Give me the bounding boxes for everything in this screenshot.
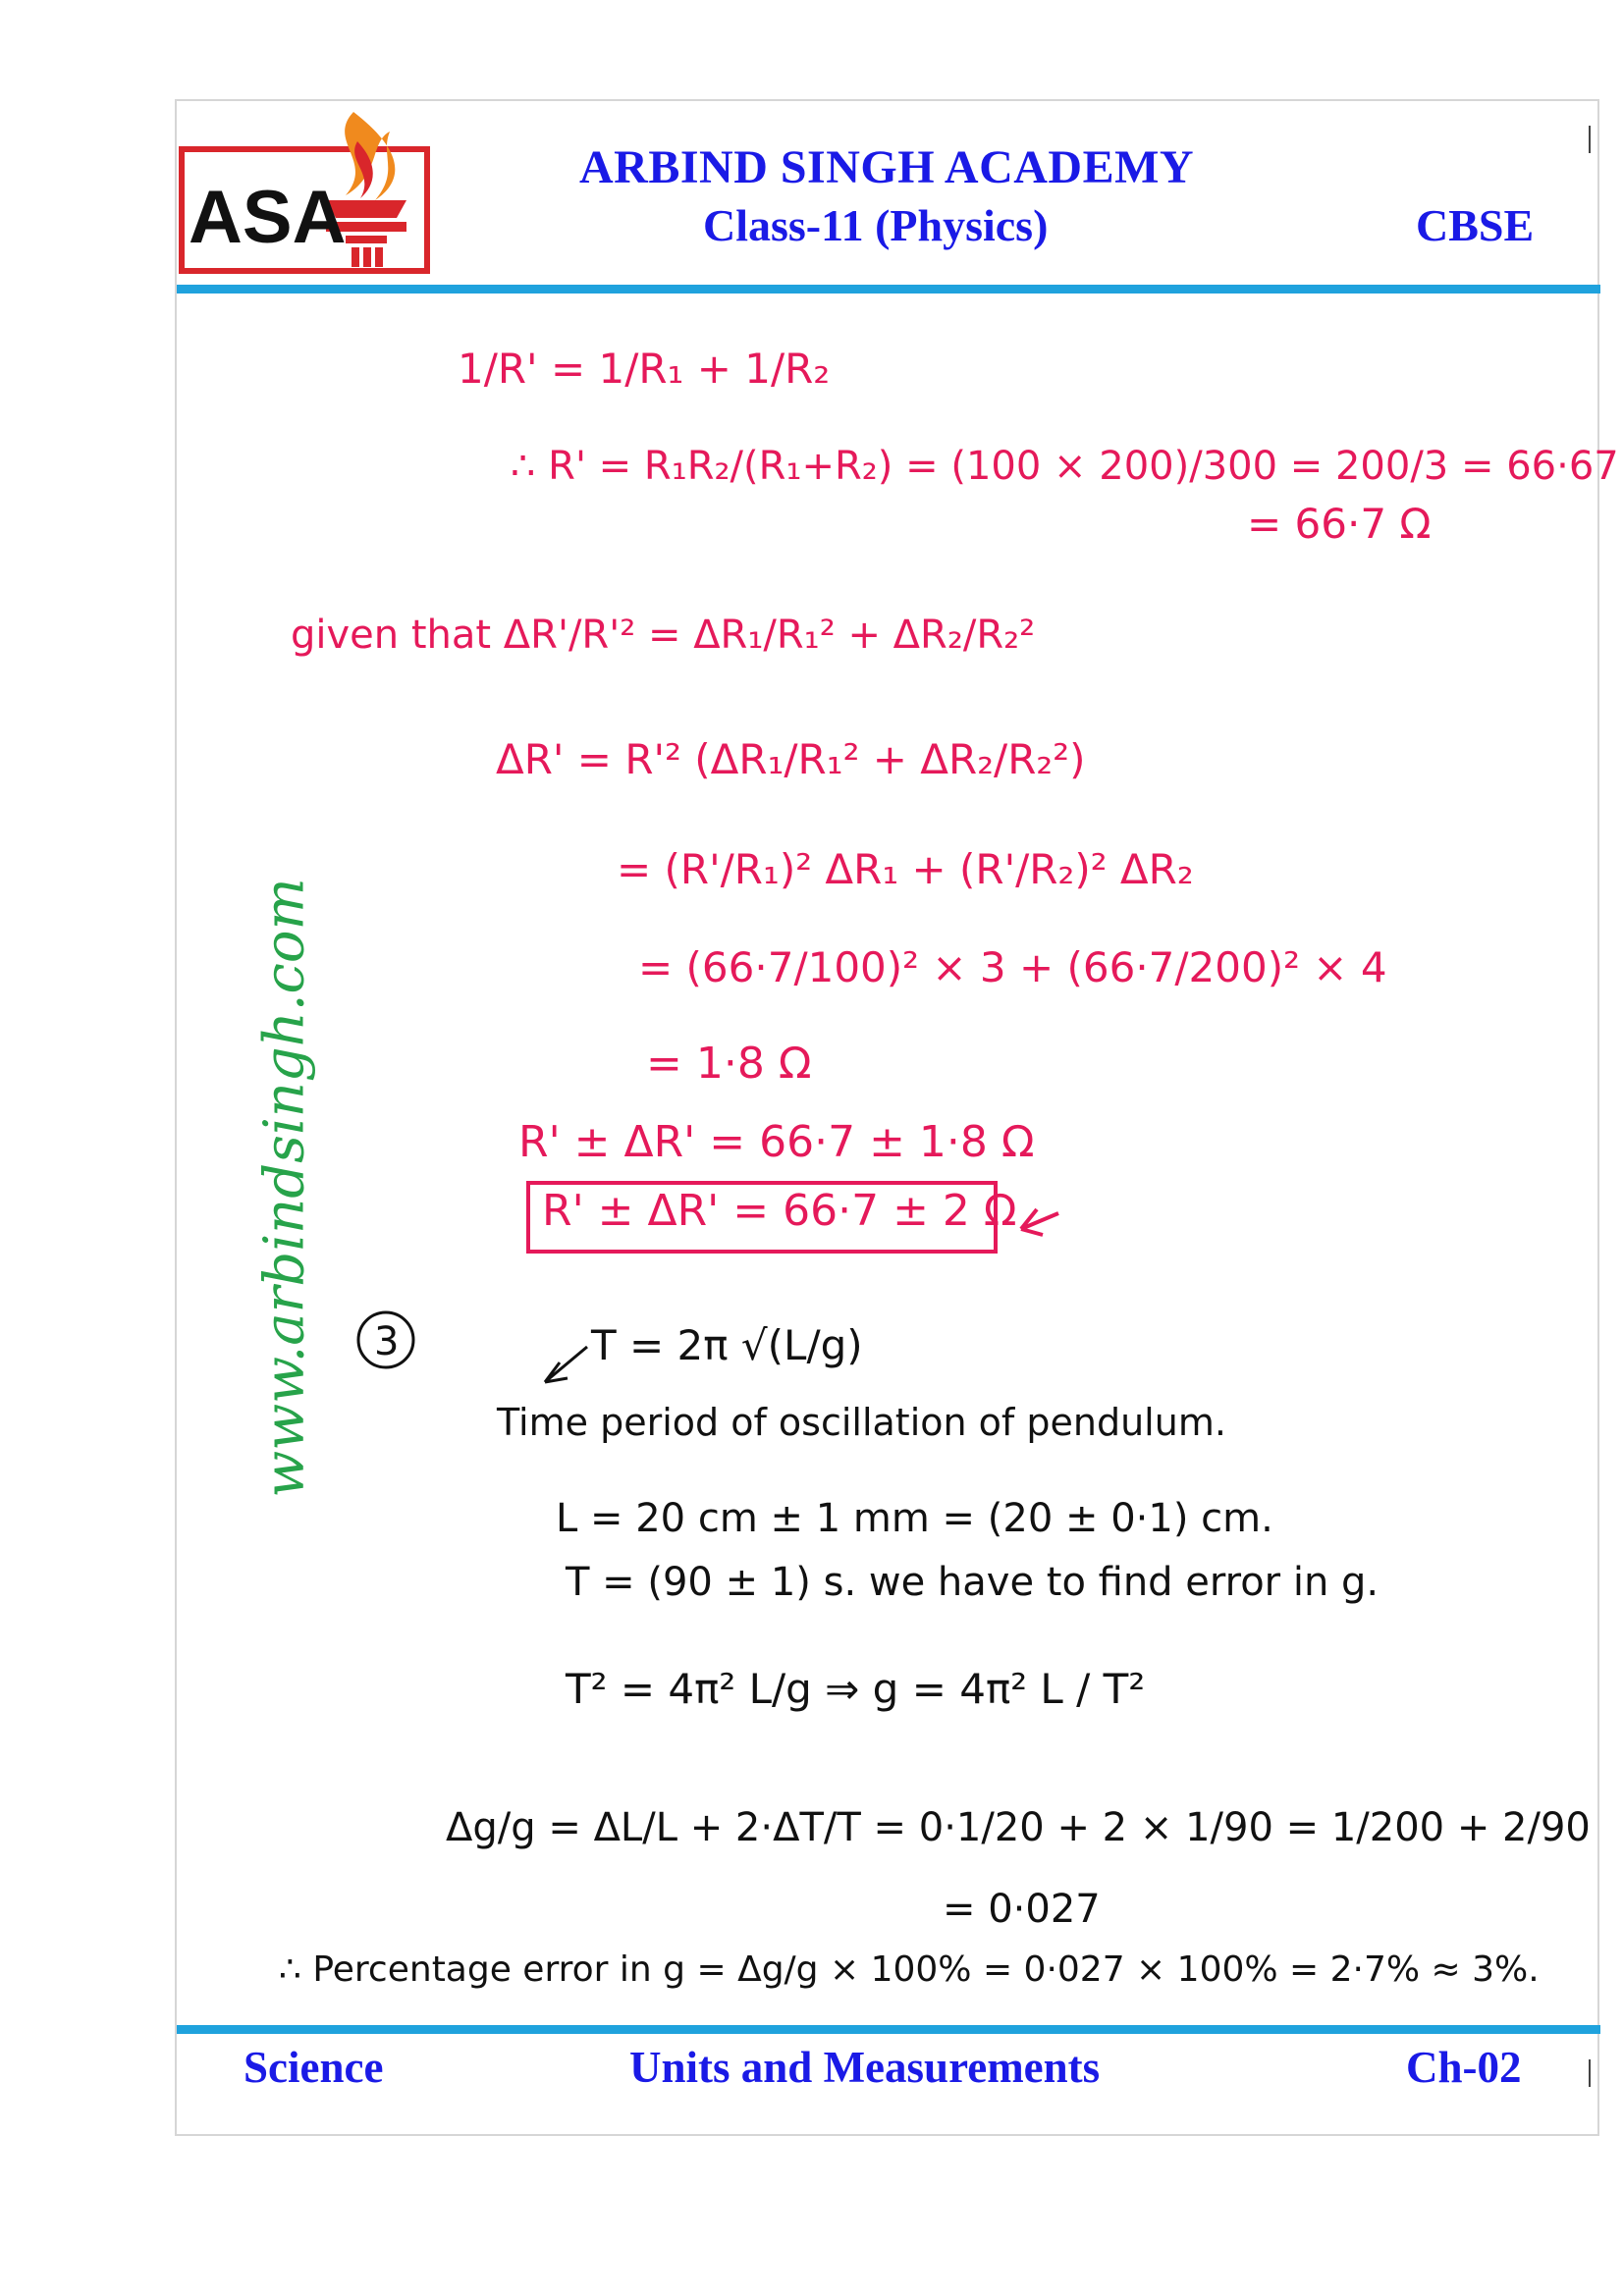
footer-chapter-number: Ch-02 (1406, 2043, 1522, 2092)
question-number: 3 (374, 1319, 400, 1364)
solution-line: Time period of oscillation of pendulum. (497, 1401, 1226, 1444)
footer-subject: Science (243, 2043, 384, 2092)
solution-line: 1/R' = 1/R₁ + 1/R₂ (458, 345, 831, 393)
website-watermark: www.arbindsingh.com (252, 878, 317, 1498)
solution-part2 (279, 1321, 1591, 1990)
footer-divider (177, 2025, 1600, 2034)
solution-line: = 0·027 (943, 1887, 1101, 1932)
class-subtitle: Class-11 (Physics) (703, 200, 1049, 250)
solution-line: = (66·7/100)² × 3 + (66·7/200)² × 4 (638, 943, 1387, 991)
solution-line: T = 2π √(L/g) (591, 1321, 863, 1369)
solution-line: ΔR' = R'² (ΔR₁/R₁² + ΔR₂/R₂²) (496, 735, 1086, 783)
solution-line: L = 20 cm ± 1 mm = (20 ± 0·1) cm. (556, 1496, 1273, 1541)
board-label: CBSE (1416, 200, 1535, 250)
solution-line: given that ΔR'/R'² = ΔR₁/R₁² + ΔR₂/R₂² (291, 613, 1036, 658)
solution-line: R' ± ΔR' = 66·7 ± 1·8 Ω (518, 1117, 1035, 1167)
solution-line: = (R'/R₁)² ΔR₁ + (R'/R₂)² ΔR₂ (617, 845, 1194, 893)
solution-line: T = (90 ± 1) s. we have to find error in g. (566, 1560, 1380, 1605)
academy-title: ARBIND SINGH ACADEMY (579, 141, 1195, 193)
logo-text: ASA (189, 176, 347, 259)
solution-line: T² = 4π² L/g ⇒ g = 4π² L / T² (566, 1665, 1146, 1713)
solution-part1 (291, 345, 1619, 1236)
pointer-arrow-icon (545, 1347, 587, 1382)
boxed-answer: R' ± ΔR' = 66·7 ± 2 Ω (542, 1186, 1017, 1236)
solution-line: = 1·8 Ω (646, 1039, 812, 1089)
solution-line: Δg/g = ΔL/L + 2·ΔT/T = 0·1/20 + 2 × 1/90 = 1/200 + 2/90 (446, 1805, 1591, 1850)
footer-chapter: Units and Measurements (629, 2043, 1101, 2092)
answer-arrow-icon (1021, 1209, 1058, 1235)
solution-line: = 66·7 Ω (1247, 500, 1432, 548)
solution-line: ∴ R' = R₁R₂/(R₁+R₂) = (100 × 200)/300 = 200/3 = 66·67 (511, 444, 1619, 489)
solution-line: ∴ Percentage error in g = Δg/g × 100% = 0·027 × 100% = 2·7% ≈ 3%. (279, 1949, 1540, 1990)
